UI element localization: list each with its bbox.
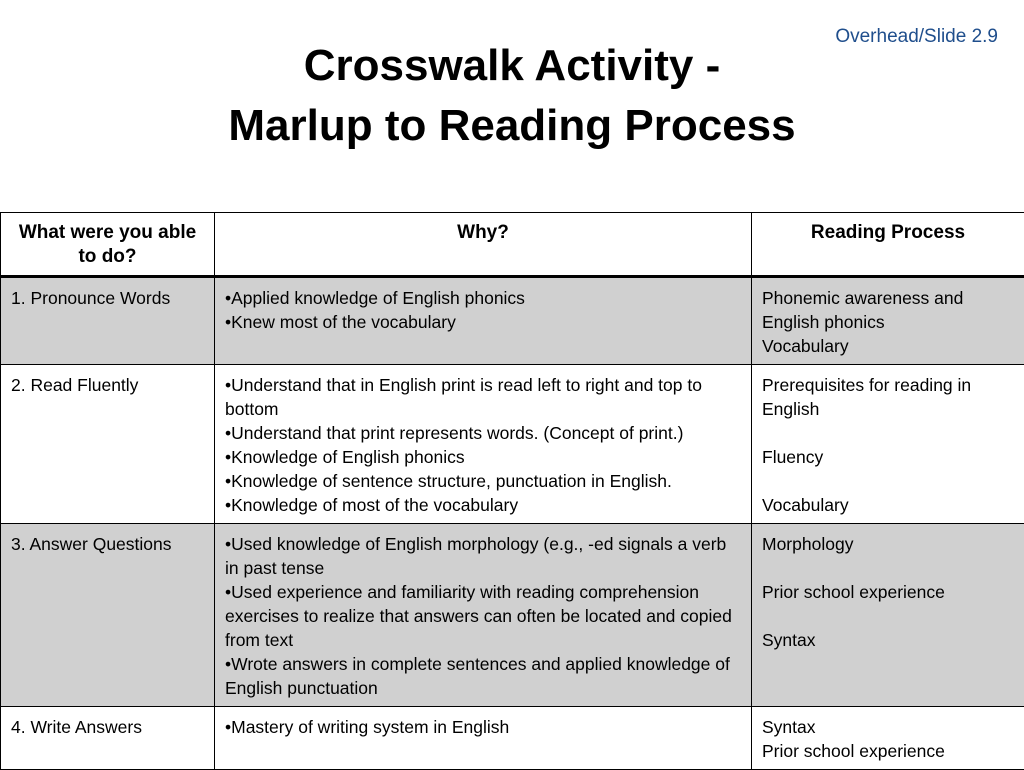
why-cell — [215, 365, 752, 524]
why-cell — [215, 707, 752, 770]
header-what-able: What were you able to do? — [1, 213, 215, 277]
why-item: •Knew most of the vocabulary — [225, 310, 741, 334]
title-line-2: Marlup to Reading Process — [0, 96, 1024, 156]
process-item: Morphology — [762, 532, 1014, 556]
why-item: •Knowledge of English phonics — [225, 445, 741, 469]
header-reading-process: Reading Process — [752, 213, 1024, 277]
task-cell: 3. Answer Questions — [1, 524, 215, 707]
table-header-row — [1, 213, 1024, 277]
process-item: Prerequisites for reading in English — [762, 373, 1014, 421]
process-item: Fluency — [762, 445, 1014, 469]
why-item: •Understand that print represents words. (Concept of print.) — [225, 421, 741, 445]
task-cell: 2. Read Fluently — [1, 365, 215, 524]
table-row — [1, 707, 1024, 770]
why-item: •Used experience and familiarity with reading comprehension exercises to realize that answers can often be located and copied from text — [225, 580, 741, 652]
task-cell: 4. Write Answers — [1, 707, 215, 770]
spacer — [762, 421, 1014, 445]
why-item: •Knowledge of sentence structure, punctuation in English. — [225, 469, 741, 493]
slide-number-label: Overhead/Slide 2.9 — [835, 26, 998, 48]
process-item: Prior school experience — [762, 739, 1014, 763]
process-cell — [752, 524, 1024, 707]
spacer — [762, 556, 1014, 580]
why-item: •Applied knowledge of English phonics — [225, 286, 741, 310]
table-row — [1, 365, 1024, 524]
spacer — [762, 469, 1014, 493]
spacer — [762, 604, 1014, 628]
why-cell — [215, 277, 752, 365]
process-item: Vocabulary — [762, 334, 1014, 358]
why-cell — [215, 524, 752, 707]
table-row — [1, 524, 1024, 707]
why-item: •Used knowledge of English morphology (e.g., -ed signals a verb in past tense — [225, 532, 741, 580]
process-cell — [752, 707, 1024, 770]
table-row — [1, 277, 1024, 365]
why-item: •Understand that in English print is read left to right and top to bottom — [225, 373, 741, 421]
process-cell — [752, 365, 1024, 524]
crosswalk-table — [0, 212, 1024, 770]
why-item: •Knowledge of most of the vocabulary — [225, 493, 741, 517]
why-item: •Mastery of writing system in English — [225, 715, 741, 739]
header-why: Why? — [215, 213, 752, 277]
page-title — [0, 36, 1024, 156]
process-cell — [752, 277, 1024, 365]
process-item: Prior school experience — [762, 580, 1014, 604]
process-item: Phonemic awareness and English phonics — [762, 286, 1014, 334]
process-item: Syntax — [762, 628, 1014, 652]
process-item: Syntax — [762, 715, 1014, 739]
process-item: Vocabulary — [762, 493, 1014, 517]
why-item: •Wrote answers in complete sentences and applied knowledge of English punctuation — [225, 652, 741, 700]
title-line-1: Crosswalk Activity - — [0, 36, 1024, 96]
task-cell: 1. Pronounce Words — [1, 277, 215, 365]
